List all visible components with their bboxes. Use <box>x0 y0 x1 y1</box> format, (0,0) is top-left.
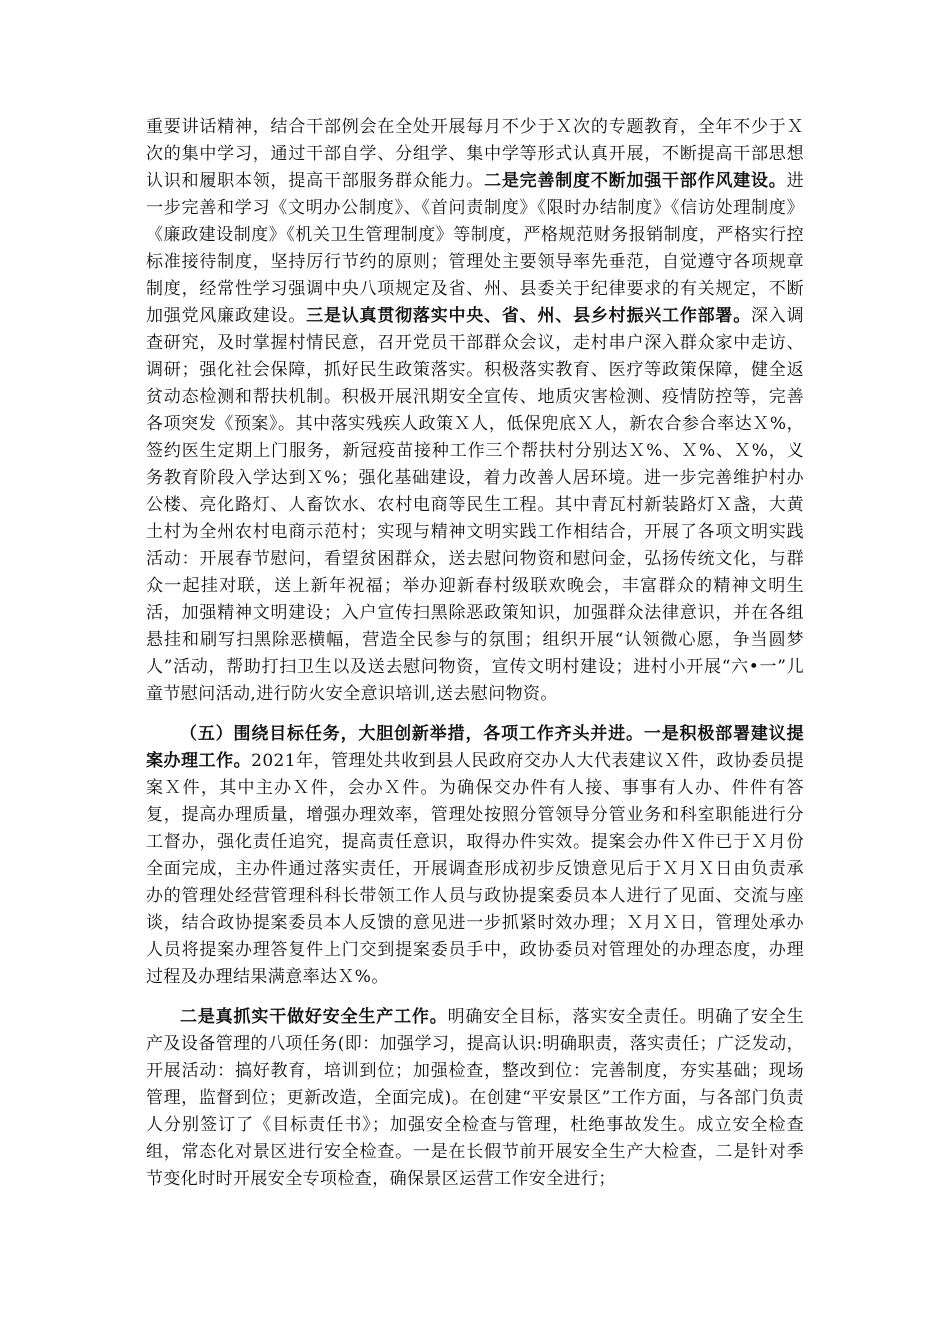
paragraph-text: 明确安全目标，落实安全责任。明确了安全生产及设备管理的八项任务(即：加强学习，提高认识:明确职责，落实责任；广泛发动，开展活动：搞好教育，培训到位；加强检查，整改到位：完善制度，夯实基础；现场管理，监督到位；更新改造，全面完成)。在创建“平安景区”工作方面，与各部门负责人分别签订了《目标责任书》；加强安全检查与管理，杜绝事故发生。成立安全检查组，常态化对景区进行安全检查。一是在长假节前开展安全生产大检查，二是针对季节变化时时开展安全专项检查，确保景区运营工作安全进行； <box>146 1007 805 1189</box>
bold-heading: 二是完善制度不断加强干部作风建设。 <box>484 171 787 191</box>
bold-heading: 二是真抓实干做好安全生产工作。 <box>180 1007 448 1027</box>
paragraph <box>146 721 804 991</box>
paragraph-text: 2021年，管理处共收到县人民政府交办人大代表建议Ｘ件，政协委员提案Ｘ件，其中主办Ｘ件，会办Ｘ件。为确保交办件有人接、事事有人办、件件有答复，提高办理质量，增强办理效率，管理处按照分管领导分管业务和科室职能进行分工督办，强化责任追究，提高责任意识，取得办件实效。提案会办件Ｘ件已于Ｘ月份全面完成，主办件通过落实责任，开展调查形成初步反馈意见后于Ｘ月Ｘ日由负责承办的管理处经营管理科科长带领工作人员与政协提案委员本人进行了见面、交流与座谈，结合政协提案委员本人反馈的意见进一步抓紧时效办理；Ｘ月Ｘ日，管理处承办人员将提案办理答复件上门交到提案委员手中，政协委员对管理处的办理态度，办理过程及办理结果满意率达Ｘ%。 <box>146 751 804 987</box>
bold-heading: 三是认真贯彻落实中央、省、州、县乡村振兴工作部署。 <box>306 306 752 326</box>
paragraph-text: 深入调查研究，及时掌握村情民意，召开党员干部群众会议，走村串户深入群众家中走访、调研；强化社会保障，抓好民生政策落实。积极落实教育、医疗等政策保障，健全返贫动态检测和帮扶机制。积极开展汛期安全宣传、地质灾害检测、疫情防控等，完善各项突发《预案》。其中落实残疾人政策Ｘ人，低保兜底Ｘ人，新农合参合率达Ｘ%，签约医生定期上门服务，新冠疫苗接种工作三个帮扶村分别达Ｘ%、Ｘ%、Ｘ%，义务教育阶段入学达到Ｘ%；强化基础建设，着力改善人居环境。进一步完善维护村办公楼、亮化路灯、人畜饮水、农村电商等民生工程。其中青瓦村新装路灯Ｘ盏，大黄土村为全州农村电商示范村；实现与精神文明实践工作相结合，开展了各项文明实践活动：开展春节慰问，看望贫困群众，送去慰问物资和慰问金，弘扬传统文化，与群众一起挂对联，送上新年祝福；举办迎新春村级联欢晚会，丰富群众的精神文明生活，加强精神文明建设；入户宣传扫黑除恶政策知识，加强群众法律意识，并在各组悬挂和刷写扫黑除恶横幅，营造全民参与的氛围；组织开展“认领微心愿，争当圆梦人”活动，帮助打扫卫生以及送去慰问物资，宣传文明村建设；进村小开展“六•一”儿童节慰问活动,进行防火安全意识培训,送去慰问物资。 <box>146 306 805 704</box>
paragraph-text: 重要讲话精神，结合干部例会在全处开展每月不少于Ｘ次的专题教育，全年不少于Ｘ次的集中学习，通过干部自学、分组学、集中学等形式认真开展，不断提高干部思想认识和履职本领，提高干部服务群众能力。 <box>146 117 804 191</box>
paragraph-text: 进一步完善和学习《文明办公制度》、《首问责制度》《限时办结制度》《信访处理制度》《廉政建设制度》《机关卫生管理制度》等制度，严格规范财务报销制度，严格实行控标准接待制度，坚持厉行节约的原则；管理处主要领导率先垂范，自觉遵守各项规章制度，经常性学习强调中央八项规定及省、州、县委关于纪律要求的有关规定，不断加强党风廉政建设。 <box>146 171 804 326</box>
paragraph <box>146 114 804 708</box>
section-heading: （五）围绕目标任务，大胆创新举措，各项工作齐头并进。一是积极部署建议提案办理工作。 <box>146 724 804 771</box>
document-body <box>146 114 804 1193</box>
paragraph <box>146 1004 804 1193</box>
